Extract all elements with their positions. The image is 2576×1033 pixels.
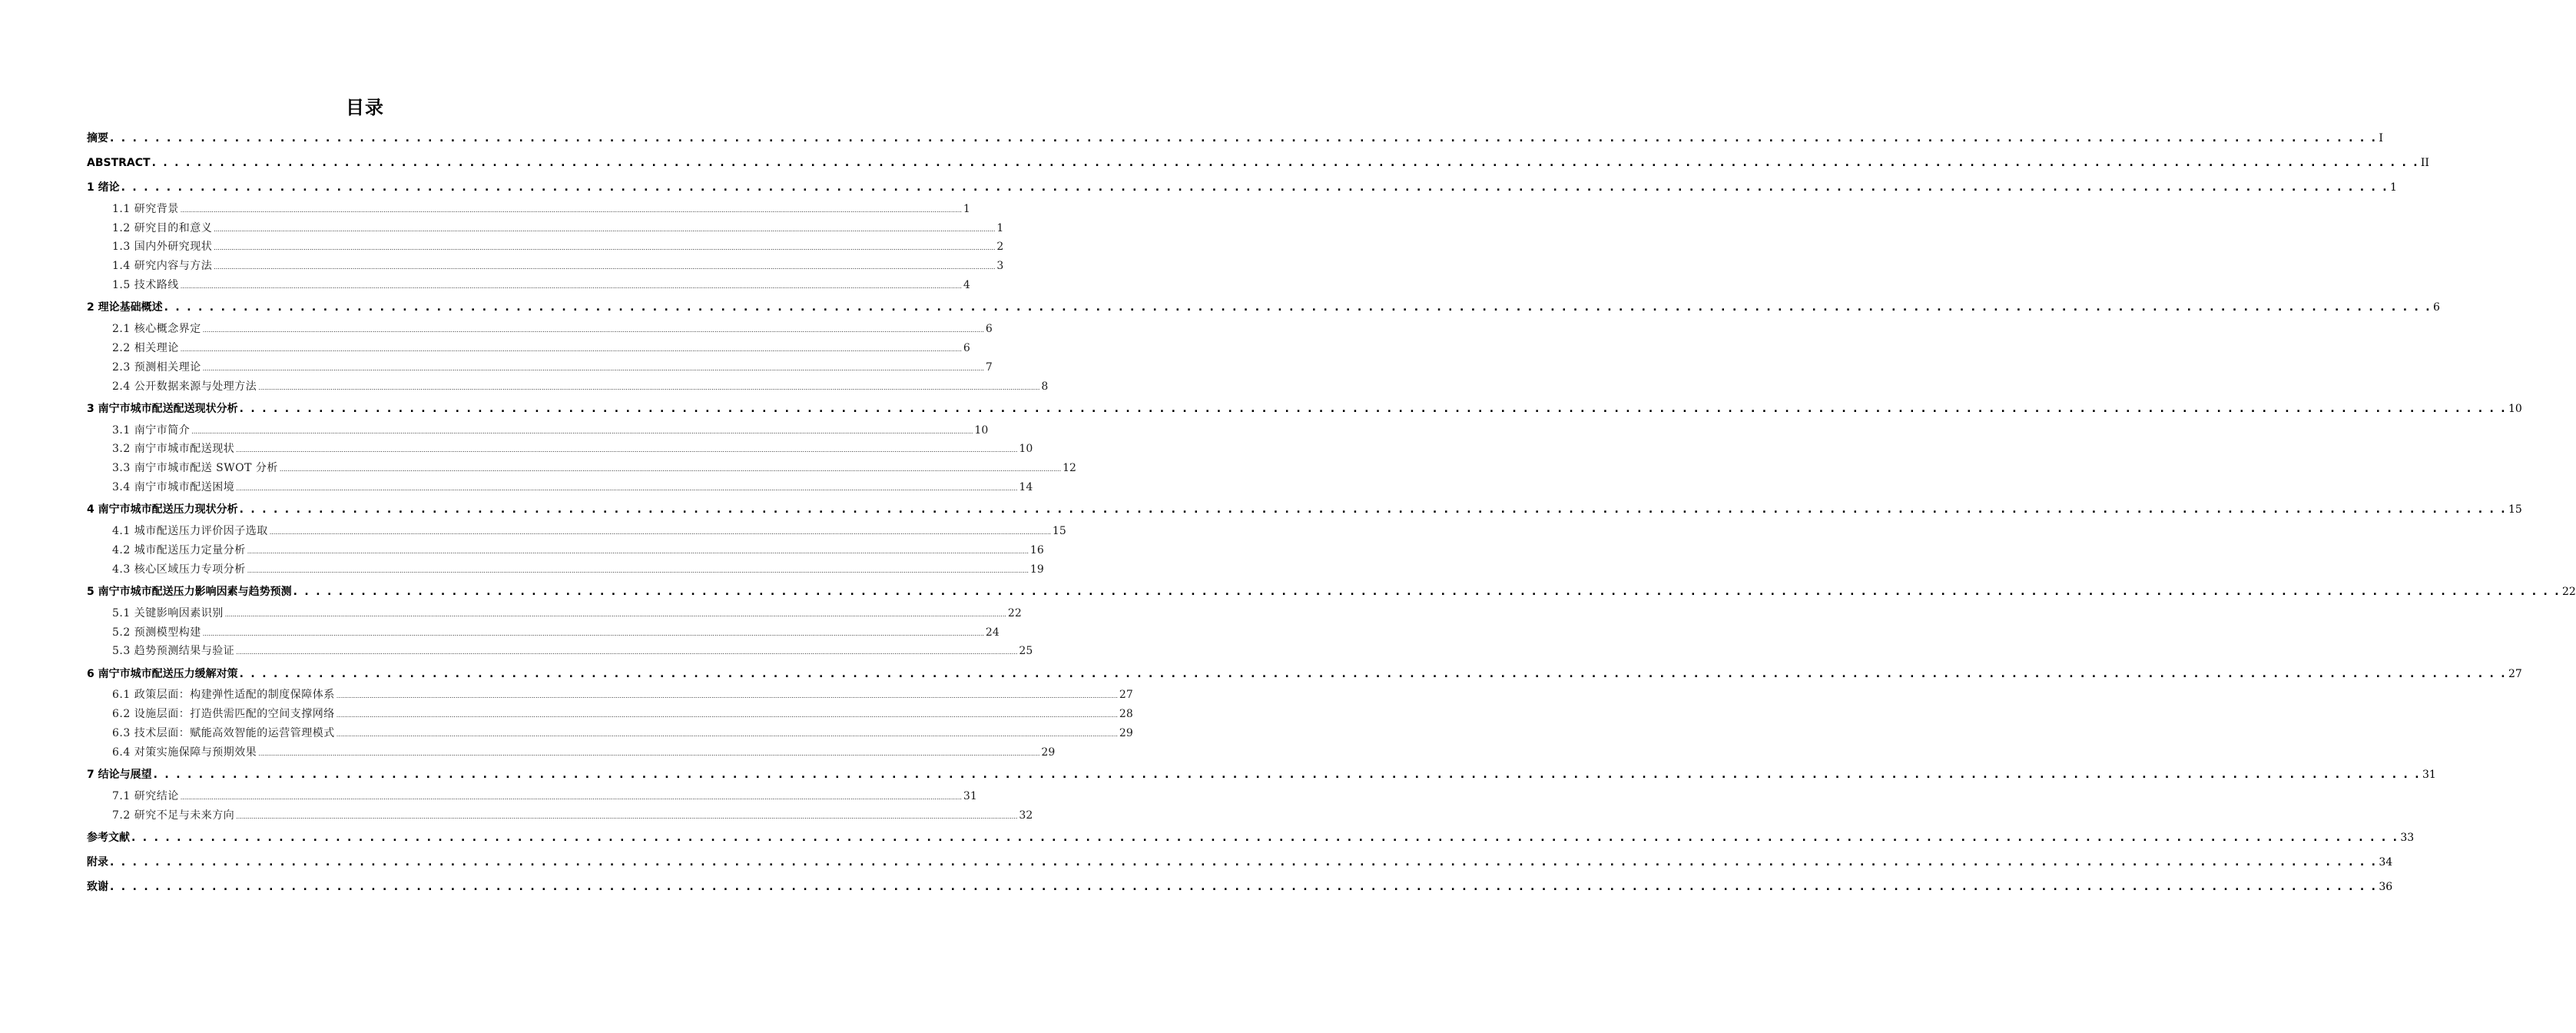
toc-dot-leader: ................................................................................................................................................................................................................................................................................................................................................................................................................ — [214, 244, 996, 251]
toc-entry-page-number: 1 — [963, 203, 970, 215]
toc-entry-page-number: 31 — [2422, 769, 2436, 781]
toc-entry-page-number: 10 — [1019, 443, 1033, 455]
toc-dot-leader: ................................................................................................................................................................................................................................................................................................................................................................................................................ — [236, 813, 1018, 820]
toc-entry-label: 摘要 — [87, 132, 108, 144]
toc-section-entry[interactable] — [112, 277, 970, 294]
toc-dot-leader: . . . . . . . . . . . . . . . . . . . . . . . . . . . . . . . . . . . . . . . . . . . . . . . . . . . . . . . . . . . . . . . . . . . . . . . . . . . . . . . . . . . . . . . . . . . . . . . . . . . . . . . . . . . . . . . . . . . . . . . . . . . . . . . . . . . . . . . . . . . . . . . . . . . . . . . . . . . . . . . . . . . . . . . . . . . . . . . . . . . . . . . . . . . . . . . . . . . . . . . . — [110, 881, 2378, 893]
toc-chapter-entry[interactable] — [87, 300, 2440, 315]
toc-section-entry[interactable] — [112, 340, 970, 357]
toc-entry-label: 1 绪论 — [87, 181, 120, 194]
toc-entry-page-number: 27 — [2508, 668, 2522, 680]
toc-dot-leader: ................................................................................................................................................................................................................................................................................................................................................................................................................ — [180, 794, 962, 801]
toc-entry-label: 参考文献 — [87, 832, 130, 844]
toc-entry-label: 4.2 城市配送压力定量分析 — [112, 544, 246, 556]
toc-entry-label: 6.3 技术层面：赋能高效智能的运营管理模式 — [112, 727, 335, 739]
toc-entry-label: 2.1 核心概念界定 — [112, 323, 201, 335]
toc-entry-page-number: 33 — [2400, 832, 2415, 844]
toc-dot-leader: . . . . . . . . . . . . . . . . . . . . . . . . . . . . . . . . . . . . . . . . . . . . . . . . . . . . . . . . . . . . . . . . . . . . . . . . . . . . . . . . . . . . . . . . . . . . . . . . . . . . . . . . . . . . . . . . . . . . . . . . . . . . . . . . . . . . . . . . . . . . . . . . . . . . . . . . . . . . . . . . . . . . . . . . . . . . . . . . . . . . . . . . . . . . . . . . . . . . . . . . — [164, 301, 2432, 314]
toc-entry-page-number: 32 — [1019, 809, 1033, 822]
toc-entry-label: 4 南宁市城市配送压力现状分析 — [87, 503, 238, 516]
toc-entry-label: 3 南宁市城市配送配送现状分析 — [87, 403, 238, 415]
toc-dot-leader: ................................................................................................................................................................................................................................................................................................................................................................................................................ — [236, 485, 1018, 492]
toc-entry-page-number: 15 — [2508, 503, 2522, 516]
toc-dot-leader: ................................................................................................................................................................................................................................................................................................................................................................................................................ — [202, 365, 984, 372]
toc-entry-label: 4.3 核心区域压力专项分析 — [112, 563, 246, 576]
toc-entry-page-number: 34 — [2379, 856, 2393, 869]
toc-section-entry[interactable] — [112, 706, 1133, 723]
toc-dot-leader: ................................................................................................................................................................................................................................................................................................................................................................................................................ — [202, 630, 984, 637]
toc-entry-page-number: 4 — [963, 279, 970, 291]
toc-dot-leader: . . . . . . . . . . . . . . . . . . . . . . . . . . . . . . . . . . . . . . . . . . . . . . . . . . . . . . . . . . . . . . . . . . . . . . . . . . . . . . . . . . . . . . . . . . . . . . . . . . . . . . . . . . . . . . . . . . . . . . . . . . . . . . . . . . . . . . . . . . . . . . . . . . . . . . . . . . . . . . . . . . . . . . . . . . . . . . . . . . . . . . . . . . . . . . . . . . . . . . . . — [131, 832, 2399, 844]
toc-dot-leader: ................................................................................................................................................................................................................................................................................................................................................................................................................ — [180, 283, 962, 290]
toc-entry-page-number: 31 — [963, 790, 977, 802]
toc-entry-page-number: 19 — [1029, 563, 1044, 576]
toc-entry-label: 6.2 设施层面：打造供需匹配的空间支撑网络 — [112, 708, 335, 720]
toc-title: 目录 — [346, 97, 384, 118]
toc-entry-page-number: 10 — [2508, 403, 2522, 415]
toc-entry-label: 1.3 国内外研究现状 — [112, 241, 213, 253]
toc-section-entry[interactable] — [112, 221, 1004, 237]
toc-dot-leader: ................................................................................................................................................................................................................................................................................................................................................................................................................ — [269, 529, 1051, 536]
toc-dot-leader: ................................................................................................................................................................................................................................................................................................................................................................................................................ — [336, 693, 1118, 699]
toc-entry-page-number: 12 — [1063, 462, 1076, 474]
toc-chapter-entry[interactable] — [87, 180, 2397, 195]
toc-dot-leader: . . . . . . . . . . . . . . . . . . . . . . . . . . . . . . . . . . . . . . . . . . . . . . . . . . . . . . . . . . . . . . . . . . . . . . . . . . . . . . . . . . . . . . . . . . . . . . . . . . . . . . . . . . . . . . . . . . . . . . . . . . . . . . . . . . . . . . . . . . . . . . . . . . . . . . . . . . . . . . . . . . . . . . . . . . . . . . . . . . . . . . . . . . . . . . . . . . . . . . . . — [121, 181, 2389, 194]
toc-entry-label: 3.2 南宁市城市配送现状 — [112, 443, 235, 455]
toc-section-entry[interactable] — [112, 523, 1066, 540]
toc-chapter-entry[interactable] — [87, 155, 2429, 171]
toc-entry-label: 3.4 南宁市城市配送困境 — [112, 481, 235, 493]
toc-section-entry[interactable] — [112, 460, 1076, 477]
toc-dot-leader: . . . . . . . . . . . . . . . . . . . . . . . . . . . . . . . . . . . . . . . . . . . . . . . . . . . . . . . . . . . . . . . . . . . . . . . . . . . . . . . . . . . . . . . . . . . . . . . . . . . . . . . . . . . . . . . . . . . . . . . . . . . . . . . . . . . . . . . . . . . . . . . . . . . . . . . . . . . . . . . . . . . . . . . . . . . . . . . . . . . . . . . . . . . . . . . . . . . . . . . . — [151, 157, 2419, 169]
toc-section-entry[interactable] — [112, 606, 1022, 623]
toc-entry-label: 2 理论基础概述 — [87, 301, 163, 314]
toc-dot-leader: ................................................................................................................................................................................................................................................................................................................................................................................................................ — [236, 649, 1018, 656]
toc-section-entry[interactable] — [112, 480, 1033, 497]
toc-dot-leader: ................................................................................................................................................................................................................................................................................................................................................................................................................ — [336, 712, 1118, 719]
toc-entry-page-number: II — [2420, 157, 2429, 169]
toc-dot-leader: ................................................................................................................................................................................................................................................................................................................................................................................................................ — [180, 207, 962, 214]
toc-entry-page-number: 8 — [1041, 380, 1049, 393]
toc-chapter-entry[interactable] — [87, 830, 2415, 845]
toc-entry-label: 5.2 预测模型构建 — [112, 626, 201, 639]
toc-section-entry[interactable] — [112, 258, 1004, 275]
toc-entry-page-number: 22 — [2561, 586, 2576, 598]
toc-dot-leader: ................................................................................................................................................................................................................................................................................................................................................................................................................ — [258, 384, 1040, 391]
toc-entry-page-number: 15 — [1052, 525, 1066, 537]
toc-dot-leader: . . . . . . . . . . . . . . . . . . . . . . . . . . . . . . . . . . . . . . . . . . . . . . . . . . . . . . . . . . . . . . . . . . . . . . . . . . . . . . . . . . . . . . . . . . . . . . . . . . . . . . . . . . . . . . . . . . . . . . . . . . . . . . . . . . . . . . . . . . . . . . . . . . . . . . . . . . . . . . . . . . . . . . . . . . . . . . . . . . . . . . . . . . . . . . . . . . . . . . . . — [153, 769, 2421, 781]
toc-dot-leader: ................................................................................................................................................................................................................................................................................................................................................................................................................ — [214, 264, 996, 271]
toc-entry-label: 1.1 研究背景 — [112, 203, 179, 215]
toc-entry-label: 2.2 相关理论 — [112, 342, 179, 354]
toc-entry-page-number: 22 — [1007, 607, 1022, 619]
toc-section-entry[interactable] — [112, 643, 1033, 660]
toc-entry-page-number: 2 — [996, 241, 1004, 253]
toc-dot-leader: ................................................................................................................................................................................................................................................................................................................................................................................................................ — [258, 750, 1040, 757]
toc-section-entry[interactable] — [112, 562, 1044, 579]
toc-entry-page-number: 6 — [2432, 301, 2440, 314]
toc-chapter-entry[interactable] — [87, 131, 2383, 146]
toc-chapter-entry[interactable] — [87, 502, 2522, 517]
toc-entry-label: 3.1 南宁市简介 — [112, 424, 191, 437]
toc-entry-page-number: 6 — [985, 323, 993, 335]
toc-chapter-entry[interactable] — [87, 855, 2393, 870]
toc-entry-label: 7 结论与展望 — [87, 769, 152, 781]
toc-entry-page-number: 1 — [996, 222, 1004, 234]
toc-entry-page-number: I — [2379, 132, 2383, 144]
toc-section-entry[interactable] — [112, 239, 1004, 256]
toc-dot-leader: ................................................................................................................................................................................................................................................................................................................................................................................................................ — [214, 226, 996, 233]
toc-entry-label: 1.5 技术路线 — [112, 279, 179, 291]
toc-section-entry[interactable] — [112, 543, 1044, 560]
toc-dot-leader: ................................................................................................................................................................................................................................................................................................................................................................................................................ — [336, 731, 1118, 738]
toc-entry-label: 4.1 城市配送压力评价因子选取 — [112, 525, 268, 537]
toc-entry-label: 致谢 — [87, 881, 108, 893]
toc-entry-page-number: 1 — [2389, 181, 2397, 194]
toc-dot-leader: ................................................................................................................................................................................................................................................................................................................................................................................................................ — [202, 327, 984, 334]
toc-dot-leader: . . . . . . . . . . . . . . . . . . . . . . . . . . . . . . . . . . . . . . . . . . . . . . . . . . . . . . . . . . . . . . . . . . . . . . . . . . . . . . . . . . . . . . . . . . . . . . . . . . . . . . . . . . . . . . . . . . . . . . . . . . . . . . . . . . . . . . . . . . . . . . . . . . . . . . . . . . . . . . . . . . . . . . . . . . . . . . . . . . . . . . . . . . . . . . . . . . . . . . . . — [110, 132, 2378, 144]
toc-entry-page-number: 10 — [974, 424, 989, 437]
toc-dot-leader: ................................................................................................................................................................................................................................................................................................................................................................................................................ — [247, 548, 1029, 555]
toc-section-entry[interactable] — [112, 745, 1056, 762]
toc-dot-leader: ................................................................................................................................................................................................................................................................................................................................................................................................................ — [279, 466, 1062, 473]
toc-entry-page-number: 7 — [985, 361, 993, 374]
toc-section-entry[interactable] — [112, 789, 977, 805]
toc-entry-label: 1.2 研究目的和意义 — [112, 222, 213, 234]
toc-dot-leader: . . . . . . . . . . . . . . . . . . . . . . . . . . . . . . . . . . . . . . . . . . . . . . . . . . . . . . . . . . . . . . . . . . . . . . . . . . . . . . . . . . . . . . . . . . . . . . . . . . . . . . . . . . . . . . . . . . . . . . . . . . . . . . . . . . . . . . . . . . . . . . . . . . . . . . . . . . . . . . . . . . . . . . . . . . . . . . . . . . . . . . . . . . . . . . . . . . . . . . . . — [239, 403, 2507, 415]
toc-entry-label: 5 南宁市城市配送压力影响因素与趋势预测 — [87, 586, 292, 598]
toc-entry-page-number: 24 — [985, 626, 1000, 639]
toc-chapter-entry[interactable] — [87, 767, 2436, 782]
toc-section-entry[interactable] — [112, 441, 1033, 458]
toc-section-entry[interactable] — [112, 201, 970, 218]
toc-section-entry[interactable] — [112, 379, 1049, 396]
toc-dot-leader: ................................................................................................................................................................................................................................................................................................................................................................................................................ — [224, 611, 1006, 618]
toc-entry-label: 6.4 对策实施保障与预期效果 — [112, 746, 257, 759]
toc-chapter-entry[interactable] — [87, 666, 2522, 682]
toc-section-entry[interactable] — [112, 360, 993, 377]
toc-entry-page-number: 3 — [996, 260, 1004, 272]
toc-entry-label: 5.1 关键影响因素识别 — [112, 607, 224, 619]
toc-dot-leader: . . . . . . . . . . . . . . . . . . . . . . . . . . . . . . . . . . . . . . . . . . . . . . . . . . . . . . . . . . . . . . . . . . . . . . . . . . . . . . . . . . . . . . . . . . . . . . . . . . . . . . . . . . . . . . . . . . . . . . . . . . . . . . . . . . . . . . . . . . . . . . . . . . . . . . . . . . . . . . . . . . . . . . . . . . . . . . . . . . . . . . . . . . . . . . . . . . . . . . . . — [239, 503, 2507, 516]
toc-dot-leader: ................................................................................................................................................................................................................................................................................................................................................................................................................ — [236, 447, 1018, 453]
toc-chapter-entry[interactable] — [87, 584, 2576, 600]
toc-section-entry[interactable] — [112, 687, 1133, 704]
toc-entry-page-number: 29 — [1119, 727, 1133, 739]
toc-dot-leader: . . . . . . . . . . . . . . . . . . . . . . . . . . . . . . . . . . . . . . . . . . . . . . . . . . . . . . . . . . . . . . . . . . . . . . . . . . . . . . . . . . . . . . . . . . . . . . . . . . . . . . . . . . . . . . . . . . . . . . . . . . . . . . . . . . . . . . . . . . . . . . . . . . . . . . . . . . . . . . . . . . . . . . . . . . . . . . . . . . . . . . . . . . . . . . . . . . . . . . . . — [239, 668, 2507, 680]
toc-entry-label: 1.4 研究内容与方法 — [112, 260, 213, 272]
toc-entry-page-number: 16 — [1029, 544, 1044, 556]
toc-entry-label: 7.2 研究不足与未来方向 — [112, 809, 235, 822]
toc-entry-label: 2.4 公开数据来源与处理方法 — [112, 380, 257, 393]
toc-entry-page-number: 25 — [1019, 645, 1033, 657]
toc-entry-label: 6 南宁市城市配送压力缓解对策 — [87, 668, 238, 680]
toc-entry-page-number: 6 — [963, 342, 970, 354]
toc-entry-label: 5.3 趋势预测结果与验证 — [112, 645, 235, 657]
toc-entry-label: 3.3 南宁市城市配送 SWOT 分析 — [112, 462, 278, 474]
toc-dot-leader: . . . . . . . . . . . . . . . . . . . . . . . . . . . . . . . . . . . . . . . . . . . . . . . . . . . . . . . . . . . . . . . . . . . . . . . . . . . . . . . . . . . . . . . . . . . . . . . . . . . . . . . . . . . . . . . . . . . . . . . . . . . . . . . . . . . . . . . . . . . . . . . . . . . . . . . . . . . . . . . . . . . . . . . . . . . . . . . . . . . . . . . . . . . . . . . . . . . . . . . . — [293, 586, 2561, 598]
toc-entry-label: 7.1 研究结论 — [112, 790, 179, 802]
toc-chapter-entry[interactable] — [87, 401, 2522, 417]
toc-section-entry[interactable] — [112, 808, 1033, 825]
toc-chapter-entry[interactable] — [87, 879, 2393, 895]
toc-entry-label: 附录 — [87, 856, 108, 869]
toc-dot-leader: ................................................................................................................................................................................................................................................................................................................................................................................................................ — [180, 346, 962, 353]
toc-entry-label: ABSTRACT — [87, 157, 151, 169]
toc-entry-page-number: 28 — [1119, 708, 1133, 720]
toc-dot-leader: . . . . . . . . . . . . . . . . . . . . . . . . . . . . . . . . . . . . . . . . . . . . . . . . . . . . . . . . . . . . . . . . . . . . . . . . . . . . . . . . . . . . . . . . . . . . . . . . . . . . . . . . . . . . . . . . . . . . . . . . . . . . . . . . . . . . . . . . . . . . . . . . . . . . . . . . . . . . . . . . . . . . . . . . . . . . . . . . . . . . . . . . . . . . . . . . . . . . . . . . — [110, 856, 2378, 869]
toc-section-entry[interactable] — [112, 625, 1000, 642]
toc-dot-leader: ................................................................................................................................................................................................................................................................................................................................................................................................................ — [191, 428, 973, 435]
toc-entry-page-number: 29 — [1041, 746, 1056, 759]
toc-section-entry[interactable] — [112, 321, 993, 338]
toc-entry-label: 2.3 预测相关理论 — [112, 361, 201, 374]
toc-dot-leader: ................................................................................................................................................................................................................................................................................................................................................................................................................ — [247, 567, 1029, 574]
toc-entry-page-number: 36 — [2379, 881, 2393, 893]
toc-entry-page-number: 14 — [1019, 481, 1033, 493]
toc-entry-label: 6.1 政策层面：构建弹性适配的制度保障体系 — [112, 689, 335, 701]
toc-section-entry[interactable] — [112, 726, 1133, 742]
toc-section-entry[interactable] — [112, 423, 989, 440]
toc-entry-page-number: 27 — [1119, 689, 1133, 701]
